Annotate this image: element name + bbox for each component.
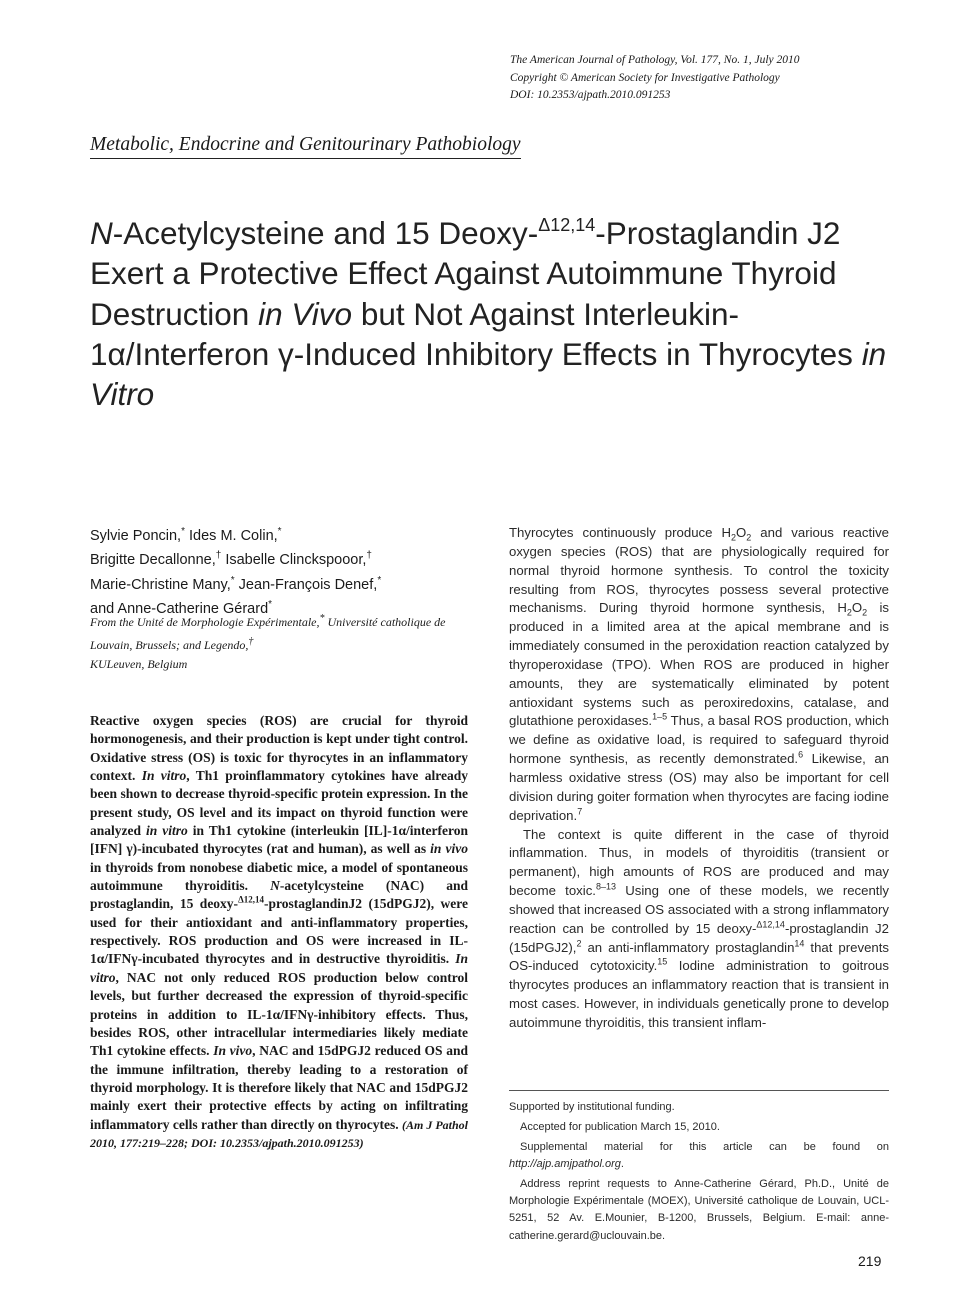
- page-number: 219: [858, 1253, 882, 1269]
- title-part: N: [90, 215, 113, 251]
- abstract-italic: In vitro: [141, 768, 187, 784]
- abstract-italic: N: [270, 878, 280, 894]
- reference-mark[interactable]: 2: [576, 938, 582, 949]
- abstract-text: Reactive oxygen species (ROS) are crucial for thyroid hormonogenesis, and their production is kept under tight control. Oxidative stress (OS) is toxic for thyrocytes in an inflammatory context.: [90, 713, 468, 784]
- body-text-run: O: [851, 600, 863, 616]
- abstract-italic: In vivo: [213, 1043, 253, 1059]
- author-name: Isabelle Clinckspooor,: [221, 552, 367, 569]
- affiliation-mark: *: [377, 574, 382, 586]
- body-text-run: Thus, a basal ROS production, which we define as oxidative load, is required to safeguard thyroid hormone synthesis, as recently demonstrated.: [509, 713, 889, 767]
- affiliation-mark: †: [366, 550, 372, 562]
- author-name: Ides M. Colin,: [184, 527, 278, 544]
- footnote-divider: [509, 1090, 889, 1091]
- supplemental-link[interactable]: http://ajp.amjpathol.org: [509, 1157, 621, 1170]
- abstract-text: in thyroids from nonobese diabetic mice, a model of spontaneous autoimmune thyroiditis.: [90, 859, 468, 894]
- copyright-line: Copyright © American Society for Investigative Pathology: [510, 71, 780, 84]
- author-name: Brigitte Decallonne,: [90, 552, 216, 569]
- author-line: [90, 522, 470, 546]
- body-text: [509, 524, 889, 1033]
- section-heading: Metabolic, Endocrine and Genitourinary Pathobiology: [90, 133, 521, 159]
- abstract-text: in Th1 cytokine (interleukin [IL]-1α/interferon [IFN] γ)-incubated thyrocytes (rat and human), as well as: [90, 823, 468, 857]
- affiliation: [90, 609, 470, 674]
- abstract-text: , NAC and 15dPGJ2 reduced OS and the immune infiltration, thereby leading to a restoration of thyroid morphology. It is therefore likely that NAC and 15dPGJ2 mainly exert their protective effects by acting on infiltrating inflammatory cells rather than directly on thyrocytes.: [90, 1043, 469, 1132]
- author-line: [90, 546, 470, 570]
- superscript: Δ12,14: [756, 919, 785, 930]
- body-paragraph: [509, 826, 889, 1033]
- footnote-supplemental: [509, 1139, 889, 1174]
- journal-header: [510, 52, 930, 105]
- footnote-funding: Supported by institutional funding.: [509, 1101, 675, 1113]
- affiliation-mark: *: [268, 598, 273, 610]
- reference-mark[interactable]: 1–5: [652, 712, 668, 723]
- subscript: 2: [846, 608, 852, 619]
- body-text-run: Thyrocytes continuously produce H: [509, 525, 731, 540]
- footnotes: [509, 1099, 889, 1247]
- article-title: [90, 213, 910, 414]
- affiliation-mark: †: [248, 636, 254, 647]
- subscript: 2: [746, 532, 752, 543]
- footnote-text: .: [620, 1157, 624, 1170]
- abstract-text: -prostaglandinJ2 (15dPGJ2), were used for their antioxidant and anti-inflammatory properties, respectively. ROS production and OS were increased in IL-1α/IFNγ-incubated thyrocytes and in destructive thyroiditis.: [90, 896, 468, 967]
- author-name: Sylvie Poncin,: [90, 527, 182, 544]
- title-superscript: Δ12,14: [538, 214, 596, 235]
- body-text-run: The context is quite different in the case of thyroid inflammation. Thus, in models of thyroiditis (transient or permanent), high amounts of ROS are produced and may become toxic.: [509, 826, 889, 899]
- author-name: Marie-Christine Many,: [90, 576, 231, 593]
- title-part: in Vivo: [258, 295, 353, 332]
- body-text-run: Iodine administration to goitrous thyrocytes produces an inflammatory reaction that is transient in most cases. However, in individuals genetically prone to develop autoimmune thyroiditis, this transient inflam-: [509, 958, 889, 1030]
- abstract-citation: (Am J Pathol 2010, 177:219–228; DOI: 10.2353/ajpath.2010.091253): [90, 1117, 469, 1150]
- affiliation-text: Université catholique de Louvain, Brussels; and Legendo,: [90, 615, 446, 652]
- author-name: Jean-François Denef,: [234, 576, 378, 593]
- reference-mark[interactable]: 15: [657, 957, 668, 968]
- affiliation-text: From the Unité de Morphologie Expérimentale,: [90, 615, 320, 629]
- title-part: -Acetylcysteine and 15 Deoxy-: [112, 215, 539, 251]
- body-text-run: that prevents OS-induced cytotoxicity.: [509, 939, 889, 974]
- doi-line: DOI: 10.2353/ajpath.2010.091253: [510, 89, 671, 101]
- body-text-run: Using one of these models, we recently showed that increased OS associated with a strong inflammatory reaction can be controlled by 15 deoxy-: [509, 883, 889, 936]
- abstract-text: -acetylcysteine (NAC) and prostaglandin, 15 deoxy-: [90, 878, 469, 912]
- abstract-italic: In vitro: [90, 951, 468, 985]
- subscript: 2: [862, 608, 868, 619]
- affiliation-mark: *: [319, 613, 325, 624]
- abstract-text: , NAC not only reduced ROS production below control levels, but further decreased the expression of thyroid-specific proteins in addition to IL-1α/IFNγ-inhibitory effects. Thus, besides ROS, other intracellular intermediaries likely mediate Th1 cytokine effects.: [90, 969, 468, 1059]
- reference-mark[interactable]: 14: [794, 938, 805, 949]
- reference-mark[interactable]: 7: [577, 806, 583, 817]
- footnote-reprint: Address reprint requests to Anne-Catherine Gérard, Ph.D., Unité de Morphologie Expérimentale (MOEX), Université catholique de Louvain, UCL-5251, 52 Av. E.Mounier, B-1200, Brussels, Belgium. E-mail: anne-catherine.gerard@uclouvain.be.: [509, 1177, 889, 1242]
- title-part: but Not Against Interleukin-1α/Interferon γ-Induced Inhibitory Effects in Thyrocytes: [90, 295, 862, 372]
- abstract-superscript: Δ12,14: [238, 894, 264, 905]
- body-text-run: Likewise, an harmless oxidative stress (OS) may also be important for cell division during goiter formation when thyrocytes are facing iodine deprivation.: [509, 751, 890, 823]
- reference-mark[interactable]: 6: [798, 749, 804, 760]
- affiliation-mark: *: [277, 526, 282, 537]
- footnote-text: Supplemental material for this article can be found on: [520, 1140, 889, 1153]
- affiliation-text: KULeuven, Belgium: [90, 657, 188, 671]
- journal-citation-line: The American Journal of Pathology, Vol. 177, No. 1, July 2010: [510, 54, 800, 66]
- affiliation-mark: †: [215, 550, 222, 562]
- body-text-run: O: [736, 525, 747, 540]
- body-text-run: an anti-inflammatory prostaglandin: [581, 939, 795, 955]
- body-text-run: is produced in a limited area at the apical membrane and is immediately consumed in the peroxidation reaction catalyzed by thyroperoxidase (TPO). When ROS are produced in higher amounts, they are systematically eliminated by potent antioxidant systems such as peroxiredoxins, catalase, and glutathione peroxidases.: [509, 600, 890, 729]
- reference-mark[interactable]: 8–13: [595, 881, 616, 892]
- footnote-accepted: Accepted for publication March 15, 2010.: [520, 1120, 720, 1133]
- body-paragraph: [509, 524, 889, 826]
- body-text-run: and various reactive oxygen species (ROS) that are physiologically required for normal thyroid hormone synthesis. To control the toxicity resulting from ROS, thyrocytes possess several protective mechanisms. During thyroid hormone synthesis, H: [509, 525, 889, 616]
- author-name: and Anne-Catherine Gérard: [90, 600, 269, 617]
- abstract: [90, 712, 468, 1152]
- abstract-italic: in vitro: [146, 823, 188, 839]
- affiliation-mark: *: [230, 574, 235, 586]
- title-part: in Vitro: [90, 335, 887, 413]
- affiliation-mark: *: [181, 526, 185, 537]
- body-text-run: -prostaglandin J2 (15dPGJ2),: [509, 920, 889, 955]
- title-part: -Prostaglandin J2 Exert a Protective Effect Against Autoimmune Thyroid Destruction: [90, 215, 841, 332]
- abstract-italic: in vivo: [430, 841, 468, 857]
- author-line: [90, 571, 470, 595]
- subscript: 2: [731, 532, 737, 543]
- abstract-text: , Th1 proinflammatory cytokines have already been shown to decrease thyroid-specific protein expression. In the present study, OS level and its impact on thyroid function were analyzed: [90, 768, 468, 839]
- author-list: [90, 522, 470, 619]
